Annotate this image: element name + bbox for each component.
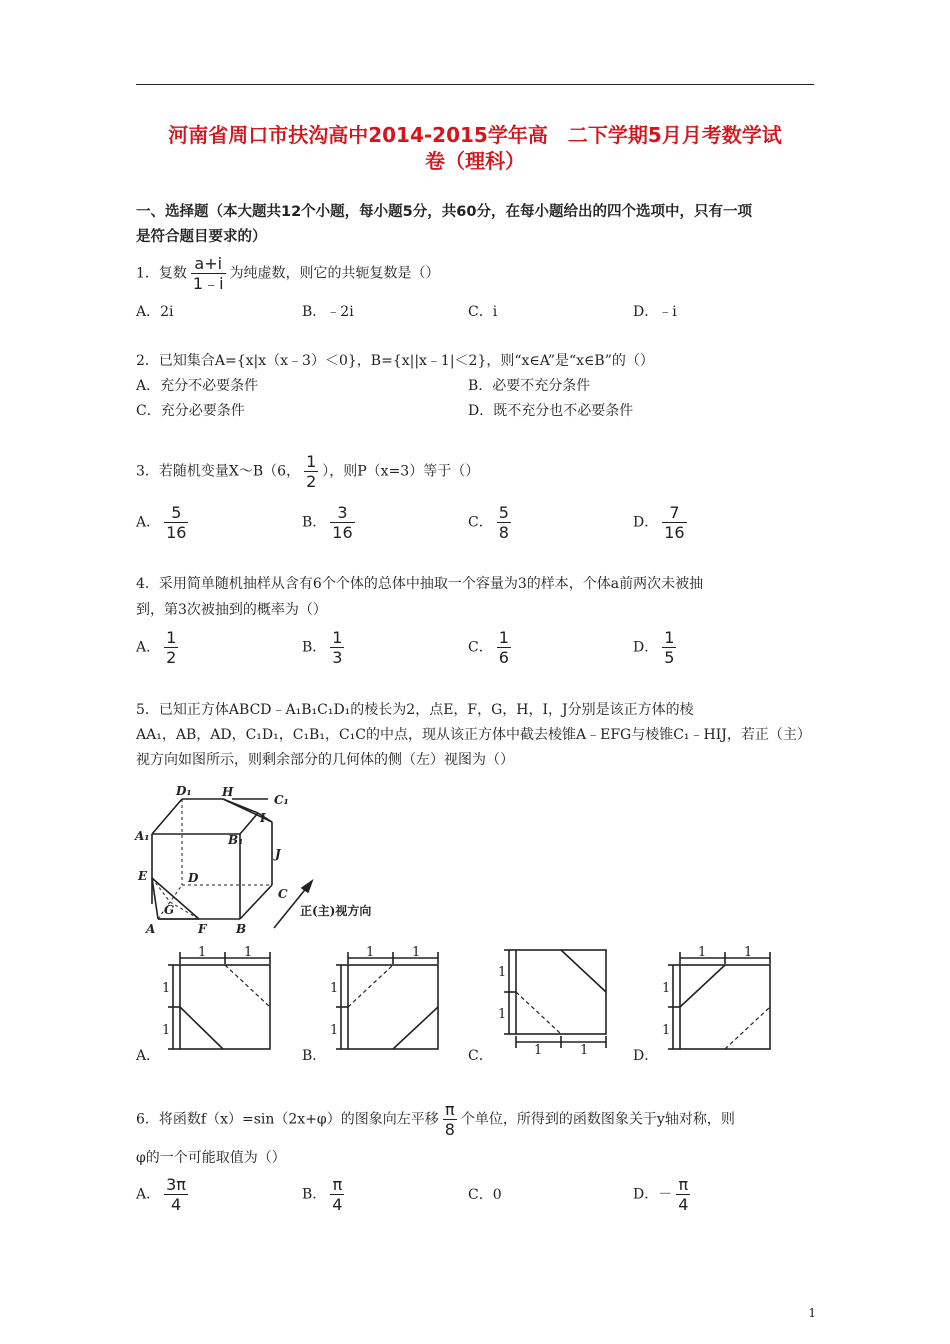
q3-option-c[interactable]: C． $\frac{5}{8}$ [468,503,509,542]
q1-fraction [191,254,226,293]
q6-suffix: 个单位，所得到的函数图象关于y轴对称，则 [460,1111,735,1128]
question-5-line3: 视方向如图所示，则剩余部分的几何体的侧（左）视图为（） [136,752,514,768]
q5-option-b[interactable]: B． [302,1048,327,1064]
page-number: 1 [808,1306,816,1320]
label-c1: C₁ [274,793,289,807]
q1-frac-den: 1﹣i [192,274,224,293]
q6-prefix: 6．将函数f（x）=sin（2x+φ）的图象向左平移 [136,1111,439,1128]
svg-text:1: 1 [498,1007,507,1022]
direction-label: 正(主)视方向 [300,904,372,918]
q1-option-d[interactable]: D．﹣i [633,304,677,320]
question-6-line2: φ的一个可能取值为（） [136,1150,286,1166]
q2-option-a[interactable]: A．充分不必要条件 [136,378,259,394]
label-d: D [188,871,199,885]
q6-frac-den: 8 [444,1120,455,1139]
q1-prefix: 1．复数 [136,265,187,282]
svg-text:1: 1 [662,981,671,996]
svg-text:1: 1 [744,945,753,960]
q6-fraction [443,1100,457,1139]
section-heading-line1: 一、选择题（本大题共12个小题，每小题5分，共60分，在每小题给出的四个选项中，只有一项 [136,204,752,220]
q3-option-b[interactable]: B． $\frac{3}{16}$ [302,503,353,542]
q5-option-a-view [160,944,278,1056]
svg-text:1: 1 [498,965,507,980]
q4-option-b[interactable]: B． $\frac{1}{3}$ [302,628,343,667]
label-h: H [222,785,234,799]
question-6-line1 [136,1100,836,1139]
section-heading-line2: 是符合题目要求的） [136,229,267,245]
question-4-line2: 到，第3次被抽到的概率为（） [136,602,327,618]
q1-option-a[interactable]: A．2i [136,304,174,320]
svg-text:1: 1 [580,1043,589,1056]
q6-option-a[interactable]: A． $\frac{3\pi}{4}$ [136,1175,186,1214]
q3-frac-den: 2 [306,472,317,491]
label-b: B [236,922,247,936]
question-2-stem: 2．已知集合A={x|x（x﹣3）＜0}，B={x||x﹣1|＜2}，则“x∈A”是“x∈B”的（） [136,353,654,369]
q5-option-a[interactable]: A． [136,1048,161,1064]
label-g: G [164,903,175,917]
question-4-line1: 4．采用简单随机抽样从含有6个个体的总体中抽取一个容量为3的样本，个体a前两次未被抽 [136,576,704,592]
q3-option-a[interactable]: A． $\frac{5}{16}$ [136,503,187,542]
label-b1: B₁ [228,833,244,847]
q5-option-b-view [328,944,446,1056]
svg-text:1: 1 [162,1023,171,1038]
question-5-line2: AA₁，AB，AD，C₁D₁，C₁B₁，C₁C的中点，现从该正方体中截去棱锥A﹣EFG与棱锥C₁﹣HIJ，若正（主） [136,727,811,743]
label-a1: A₁ [135,829,150,843]
question-3-stem [136,452,826,491]
svg-text:1: 1 [662,1023,671,1038]
q4-option-c[interactable]: C． $\frac{1}{6}$ [468,628,509,667]
q2-option-d[interactable]: D．既不充分也不必要条件 [468,403,634,419]
q5-option-c-view [496,944,614,1056]
cube-figure [132,782,414,938]
page-title-line1: 河南省周口市扶沟高中2014-2015学年高 二下学期5月月考数学试 [168,123,782,147]
label-c: C [278,887,288,901]
label-f: F [198,922,207,936]
q1-option-c[interactable]: C．i [468,304,498,320]
question-5-line1: 5．已知正方体ABCD﹣A₁B₁C₁D₁的棱长为2，点E，F，G，H，I，J分别是该正方体的棱 [136,702,694,718]
svg-text:1: 1 [244,945,253,960]
q1-option-b[interactable]: B．﹣2i [302,304,354,320]
label-e: E [138,869,148,883]
q6-frac-num: π [443,1100,457,1120]
q3-frac-num: 1 [306,452,317,471]
svg-text:1: 1 [330,1023,339,1038]
question-1-stem [136,254,826,293]
q4-option-d[interactable]: D． $\frac{1}{5}$ [633,628,675,667]
q6-option-c[interactable]: C．0 [468,1187,502,1203]
q3-suffix: ），则P（x=3）等于（） [322,463,480,480]
svg-text:1: 1 [534,1043,543,1056]
q2-option-c[interactable]: C．充分必要条件 [136,403,245,419]
label-d1: D₁ [176,784,192,798]
q5-option-c[interactable]: C． [468,1048,493,1064]
q3-fraction [304,452,318,491]
svg-text:1: 1 [698,945,707,960]
q3-option-d[interactable]: D． $\frac{7}{16}$ [633,503,685,542]
svg-text:1: 1 [412,945,421,960]
q5-option-d-view [660,944,778,1056]
label-a: A [146,922,156,936]
svg-text:1: 1 [162,981,171,996]
q3-prefix: 3．若随机变量X～B（6， [136,463,301,480]
svg-text:1: 1 [366,945,375,960]
q6-option-d[interactable]: D．－ $\frac{\pi}{4}$ [633,1175,689,1214]
svg-text:1: 1 [198,945,207,960]
q1-suffix: 为纯虚数，则它的共轭复数是（） [229,265,440,282]
label-j: J [275,847,281,861]
q6-option-b[interactable]: B． $\frac{\pi}{4}$ [302,1175,343,1214]
q4-option-a[interactable]: A． $\frac{1}{2}$ [136,628,177,667]
header-rule [136,84,814,85]
svg-text:1: 1 [330,981,339,996]
q2-option-b[interactable]: B．必要不充分条件 [468,378,591,394]
page-title-line2: 卷（理科） [425,149,525,173]
label-i: I [260,811,266,825]
q5-option-d[interactable]: D． [633,1048,659,1064]
q1-frac-num: a+i [191,254,226,274]
